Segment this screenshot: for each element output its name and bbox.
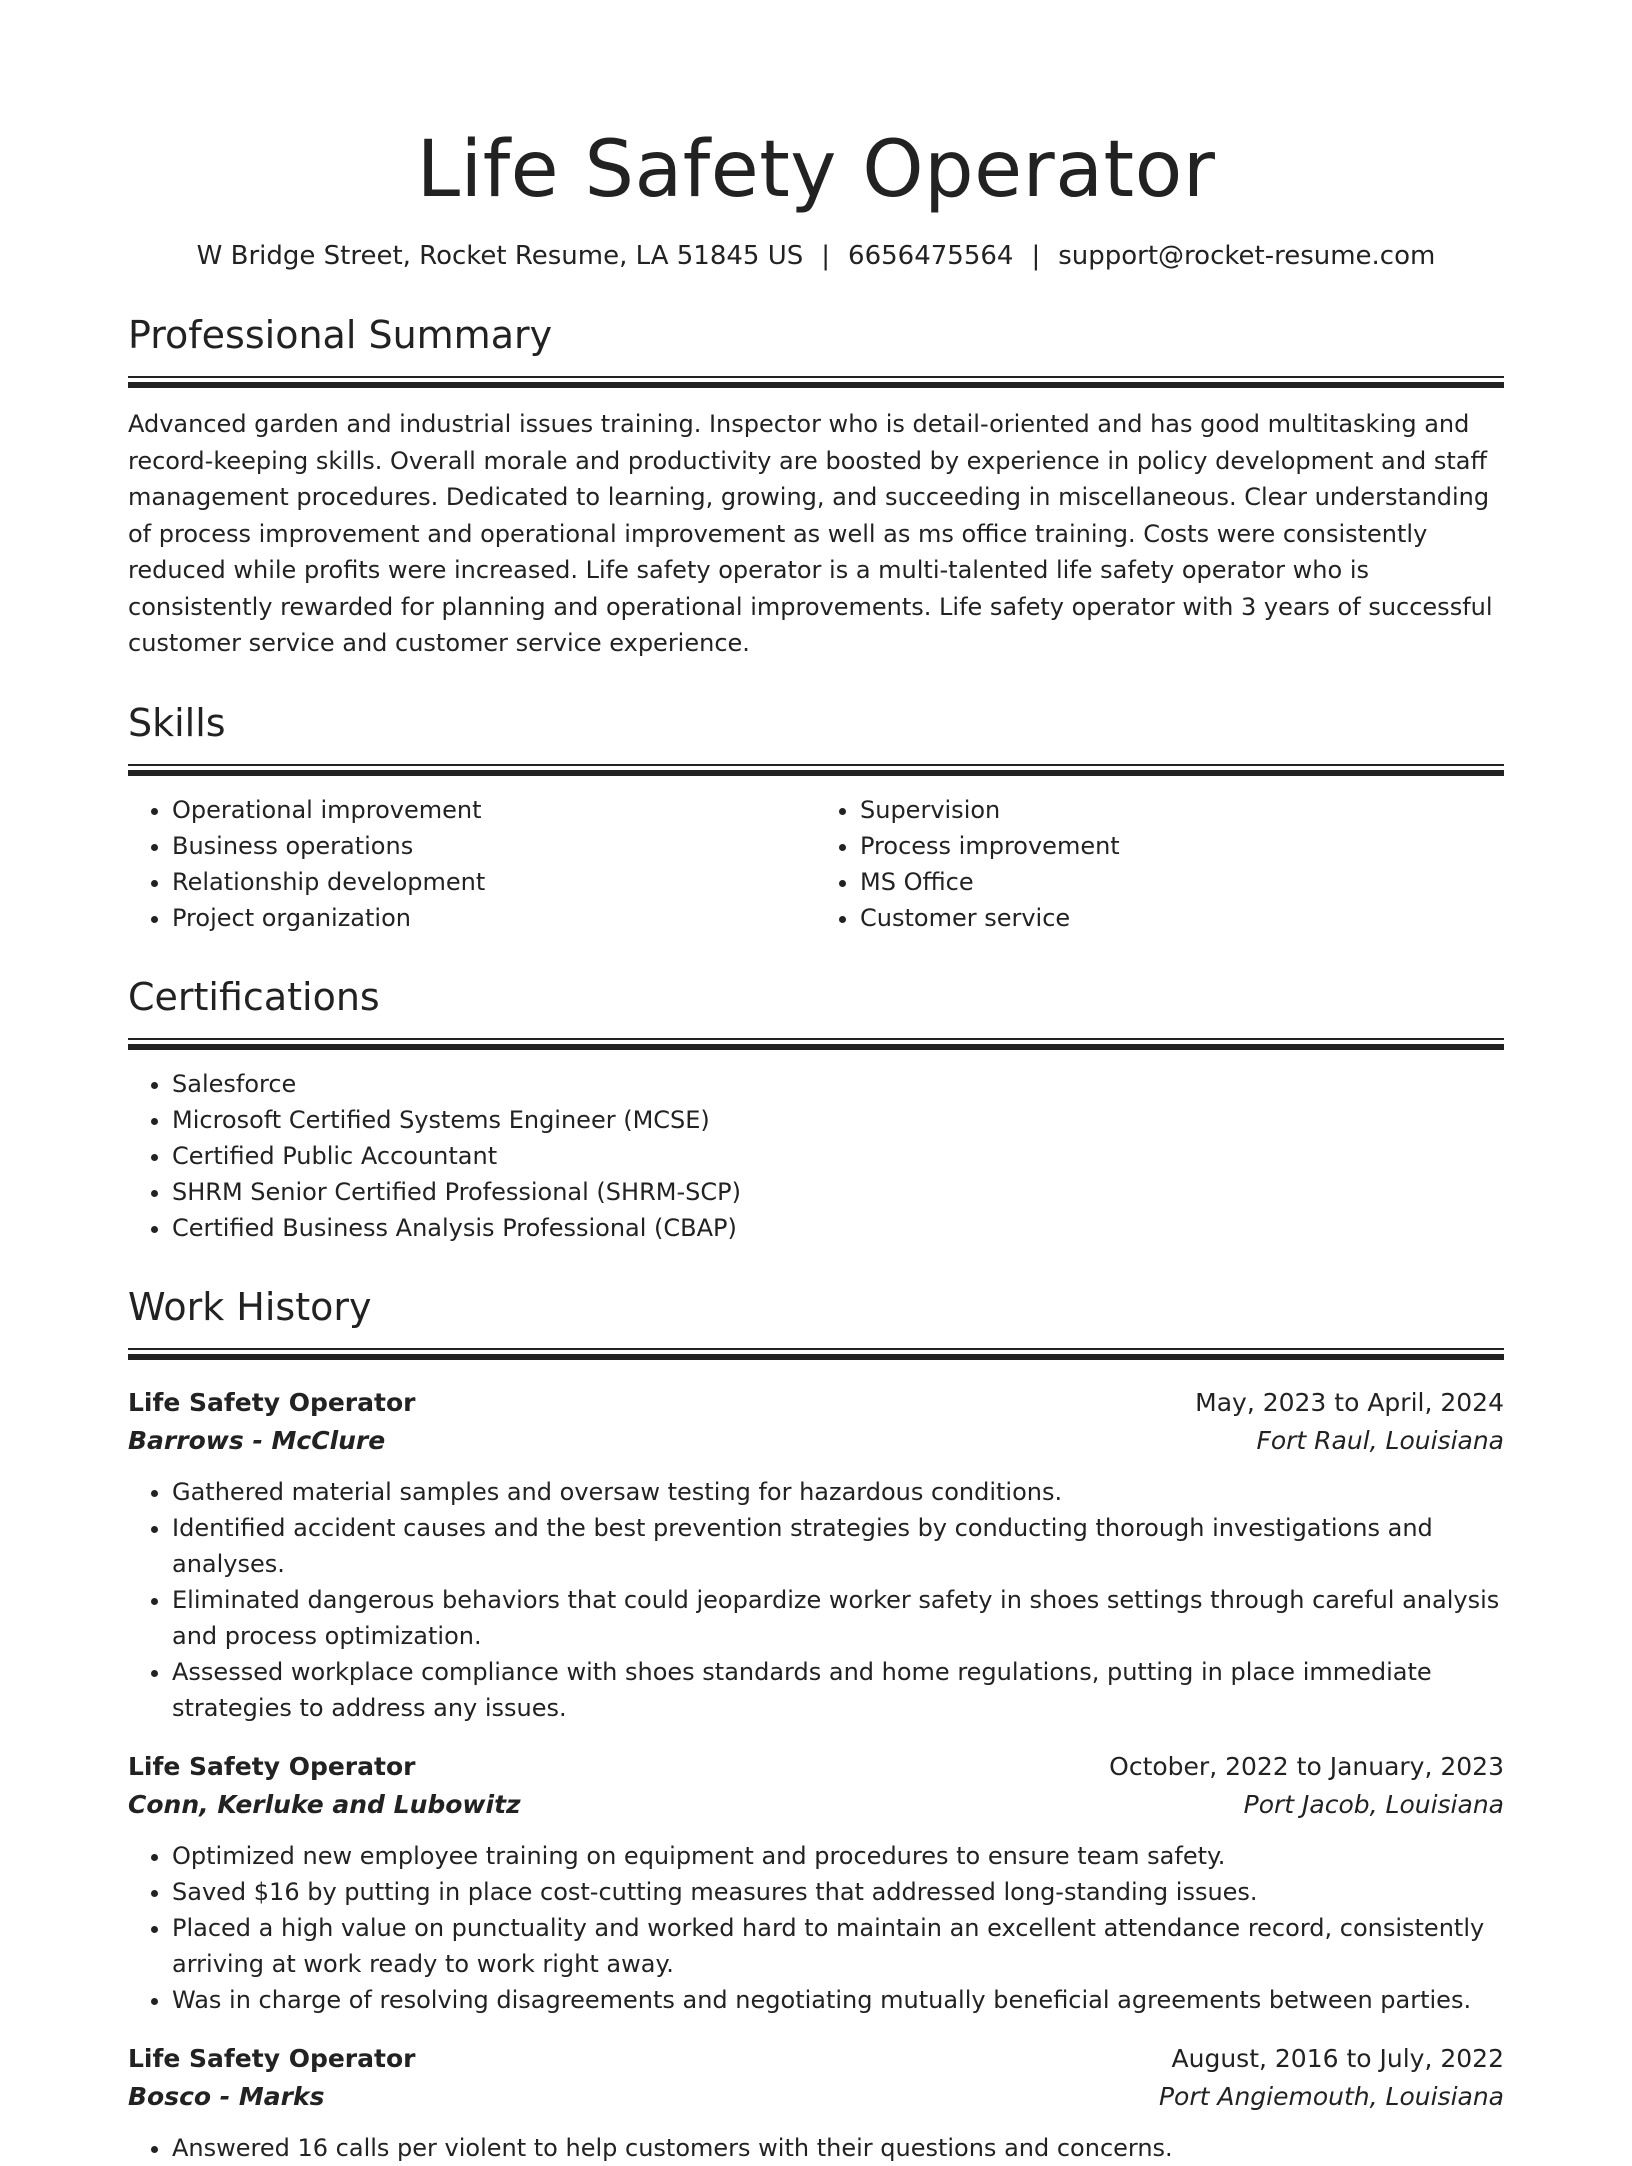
certification-item: • Certified Public Accountant	[172, 1138, 1504, 1174]
job-bullets	[128, 1474, 1504, 1726]
contact-address: W Bridge Street, Rocket Resume, LA 51845 US	[196, 241, 804, 271]
job-title: Life Safety Operator	[128, 2043, 416, 2073]
summary-text: Advanced garden and industrial issues training. Inspector who is detail-oriented and has good multitasking and record-keeping skills. Overall morale and productivity are boosted by experience in policy development and staff management procedures. Dedicated to learning, growing, and succeeding in miscellaneous. Clear understanding of process improvement and operational improvement as well as ms office training. Costs were consistently reduced while profits were increased. Life safety operator is a multi-talented life safety operator who is consistently rewarded for planning and operational improvements. Life safety operator with 3 years of successful customer service and customer service experience.	[128, 410, 1493, 657]
resume-name: Life Safety Operator	[416, 125, 1216, 215]
job-bullets	[128, 2130, 1504, 2166]
job-bullet: • Placed a high value on punctuality and worked hard to maintain an excellent attendance record, consistently arriving at work ready to work right away.	[172, 1910, 1504, 1982]
skills-list	[128, 792, 1504, 936]
skill-item: • Relationship development	[172, 864, 816, 900]
skills-column-right	[816, 792, 1504, 936]
job-company: Barrows - McClure	[128, 1425, 386, 1455]
certifications-section	[128, 974, 1504, 1246]
job-company: Bosco - Marks	[128, 2081, 325, 2111]
job-location: Port Jacob, Louisiana	[1243, 1789, 1504, 1819]
skills-section	[128, 700, 1504, 936]
contact-separator: |	[821, 241, 831, 271]
job-bullet: • Answered 16 calls per violent to help customers with their questions and concerns.	[172, 2130, 1504, 2166]
job-location: Fort Raul, Louisiana	[1256, 1425, 1504, 1455]
job-header-row	[128, 1384, 1504, 1422]
job-bullet: • Saved $16 by putting in place cost-cutting measures that addressed long-standing issues.	[172, 1874, 1504, 1910]
skill-item: • Supervision	[860, 792, 1504, 828]
job-dates: August, 2016 to July, 2022	[1171, 2043, 1504, 2073]
skill-item: • Process improvement	[860, 828, 1504, 864]
certifications-list	[128, 1066, 1504, 1246]
section-divider	[128, 376, 1504, 390]
section-title-summary: Professional Summary	[128, 313, 553, 357]
certification-item: • SHRM Senior Certified Professional (SHRM-SCP)	[172, 1174, 1504, 1210]
certification-item: • Microsoft Certified Systems Engineer (MCSE)	[172, 1102, 1504, 1138]
job-company: Conn, Kerluke and Lubowitz	[128, 1789, 521, 1819]
certification-item: • Certified Business Analysis Professional (CBAP)	[172, 1210, 1504, 1246]
skill-item: • Operational improvement	[172, 792, 816, 828]
job-entry	[128, 2040, 1504, 2166]
contact-email: support@rocket-resume.com	[1058, 241, 1436, 271]
section-divider	[128, 1038, 1504, 1052]
certification-item: • Salesforce	[172, 1066, 1504, 1102]
job-header-row	[128, 2040, 1504, 2078]
job-company-row	[128, 1422, 1504, 1460]
job-bullet: • Identified accident causes and the best prevention strategies by conducting thorough investigations and analyses.	[172, 1510, 1504, 1582]
contact-line	[128, 238, 1504, 274]
job-bullet: • Assessed workplace compliance with shoes standards and home regulations, putting in place immediate strategies to address any issues.	[172, 1654, 1504, 1726]
job-company-row	[128, 2078, 1504, 2116]
job-bullet: • Was in charge of resolving disagreements and negotiating mutually beneficial agreements between parties.	[172, 1982, 1504, 2018]
resume-page	[128, 0, 1504, 2166]
contact-phone: 6656475564	[848, 241, 1014, 271]
job-entry	[128, 1384, 1504, 1726]
work-history-section	[128, 1284, 1504, 2166]
summary-section	[128, 312, 1504, 662]
job-header-row	[128, 1748, 1504, 1786]
job-company-row	[128, 1786, 1504, 1824]
job-location: Port Angiemouth, Louisiana	[1158, 2081, 1504, 2111]
section-title-skills: Skills	[128, 700, 226, 745]
job-bullet: • Eliminated dangerous behaviors that could jeopardize worker safety in shoes settings through careful analysis and process optimization.	[172, 1582, 1504, 1654]
job-bullets	[128, 1838, 1504, 2018]
job-title: Life Safety Operator	[128, 1387, 416, 1417]
skill-item: • MS Office	[860, 864, 1504, 900]
job-bullet: • Optimized new employee training on equipment and procedures to ensure team safety.	[172, 1838, 1504, 1874]
job-title: Life Safety Operator	[128, 1751, 416, 1781]
section-title-work-history: Work History	[128, 1284, 372, 1329]
section-divider	[128, 764, 1504, 778]
job-dates: October, 2022 to January, 2023	[1109, 1751, 1504, 1781]
job-entry	[128, 1748, 1504, 2018]
skill-item: • Project organization	[172, 900, 816, 936]
skills-column-left	[128, 792, 816, 936]
section-divider	[128, 1348, 1504, 1362]
contact-separator: |	[1031, 241, 1041, 271]
skill-item: • Business operations	[172, 828, 816, 864]
skill-item: • Customer service	[860, 900, 1504, 936]
section-title-certifications: Certifications	[128, 974, 380, 1019]
job-dates: May, 2023 to April, 2024	[1195, 1387, 1504, 1417]
job-bullet: • Gathered material samples and oversaw testing for hazardous conditions.	[172, 1474, 1504, 1510]
